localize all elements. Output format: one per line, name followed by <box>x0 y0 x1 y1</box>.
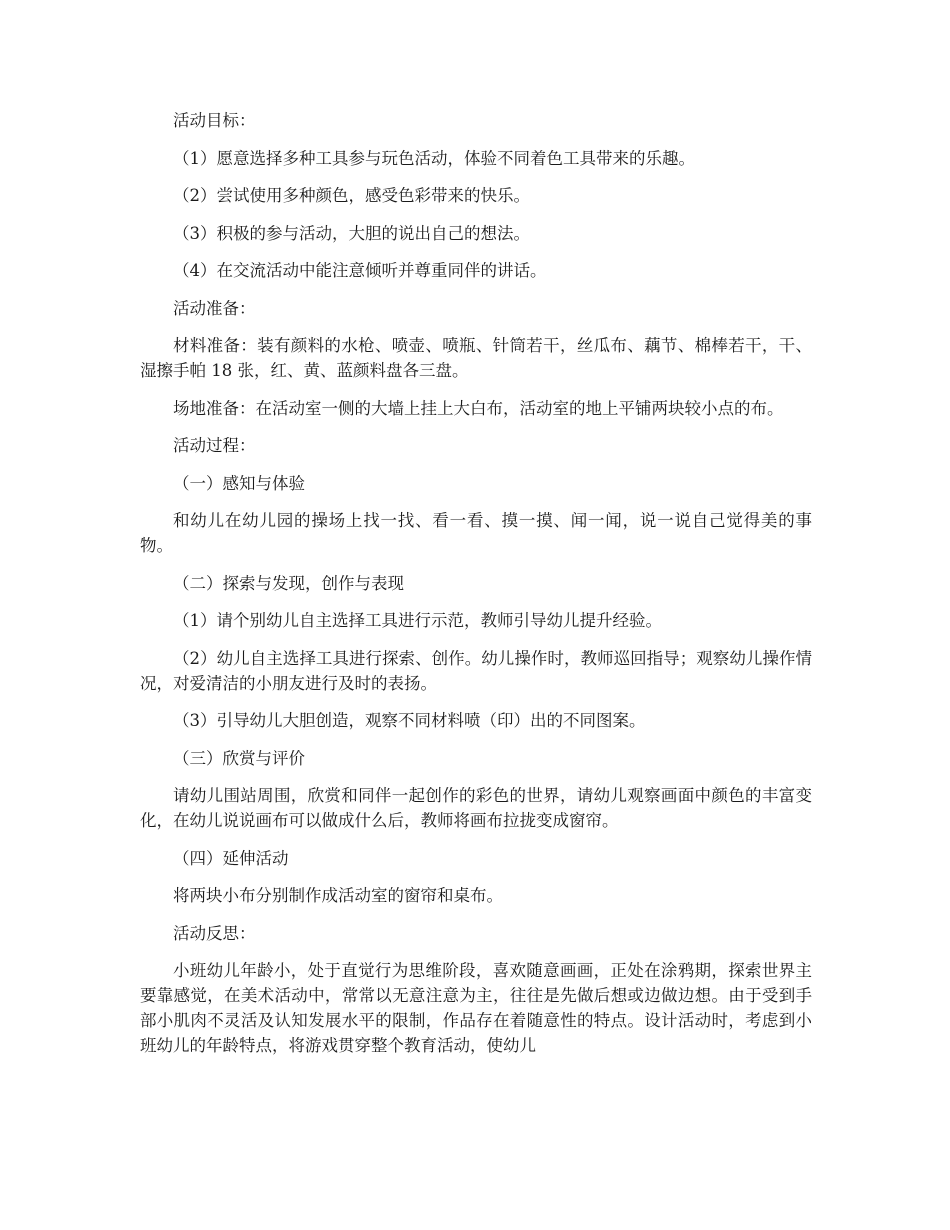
venue-preparation: 场地准备：在活动室一侧的大墙上挂上大白布，活动室的地上平铺两块较小点的布。 <box>173 398 784 418</box>
document-page <box>140 108 812 1071</box>
reflection-text: 小班幼儿年龄小，处于直觉行为思维阶段，喜欢随意画画，正处在涂鸦期，探索世界主要靠感觉，在美术活动中，常常以无意注意为主，往往是先做后想或边做边想。由于受到手部小肌肉不灵活及认知发展水平的限制，作品存在着随意性的特点。设计活动时，考虑到小班幼儿的年龄特点，将游戏贯穿整个教育活动，使幼儿 <box>140 961 812 1055</box>
appreciate-evaluate-text: 请幼儿围站周围，欣赏和同伴一起创作的彩色的世界，请幼儿观察画面中颜色的丰富变化，在幼儿说说画布可以做成什么后，教师将画布拉拢变成窗帘。 <box>140 786 812 830</box>
section-perceive-experience: （一）感知与体验 <box>173 473 305 493</box>
explore-step-3: （3）引导幼儿大胆创造，观察不同材料喷（印）出的不同图案。 <box>173 711 646 730</box>
explore-step-1: （1）请个别幼儿自主选择工具进行示范，教师引导幼儿提升经验。 <box>173 611 662 630</box>
explore-step-2: （2）幼儿自主选择工具进行探索、创作。幼儿操作时，教师巡回指导；观察幼儿操作情况，对爱清洁的小朋友进行及时的表扬。 <box>140 648 812 693</box>
goal-item-1: （1）愿意选择多种工具参与玩色活动，体验不同着色工具带来的乐趣。 <box>173 148 695 168</box>
goal-item-2: （2）尝试使用多种颜色，感受色彩带来的快乐。 <box>173 186 530 205</box>
heading-activity-preparation: 活动准备： <box>173 298 256 318</box>
goal-item-3: （3）积极的参与活动，大胆的说出自己的想法。 <box>173 223 530 243</box>
section-explore-create: （二）探索与发现，创作与表现 <box>173 573 404 593</box>
extension-activity-text: 将两块小布分别制作成活动室的窗帘和桌布。 <box>173 886 503 905</box>
section-extension-activity: （四）延伸活动 <box>173 848 289 868</box>
heading-activity-goals: 活动目标： <box>173 111 256 130</box>
perceive-experience-text: 和幼儿在幼儿园的操场上找一找、看一看、摸一摸、闻一闻，说一说自己觉得美的事物。 <box>140 511 812 555</box>
heading-activity-reflection: 活动反思： <box>173 923 256 943</box>
heading-activity-process: 活动过程： <box>173 436 256 455</box>
materials-preparation: 材料准备：装有颜料的水枪、喷壶、喷瓶、针筒若干，丝瓜布、藕节、棉棒若干，干、湿擦手帕 18 张，红、黄、蓝颜料盘各三盘。 <box>140 336 812 380</box>
section-appreciate-evaluate: （三）欣赏与评价 <box>173 748 305 768</box>
goal-item-4: （4）在交流活动中能注意倾听并尊重同伴的讲话。 <box>173 261 547 280</box>
